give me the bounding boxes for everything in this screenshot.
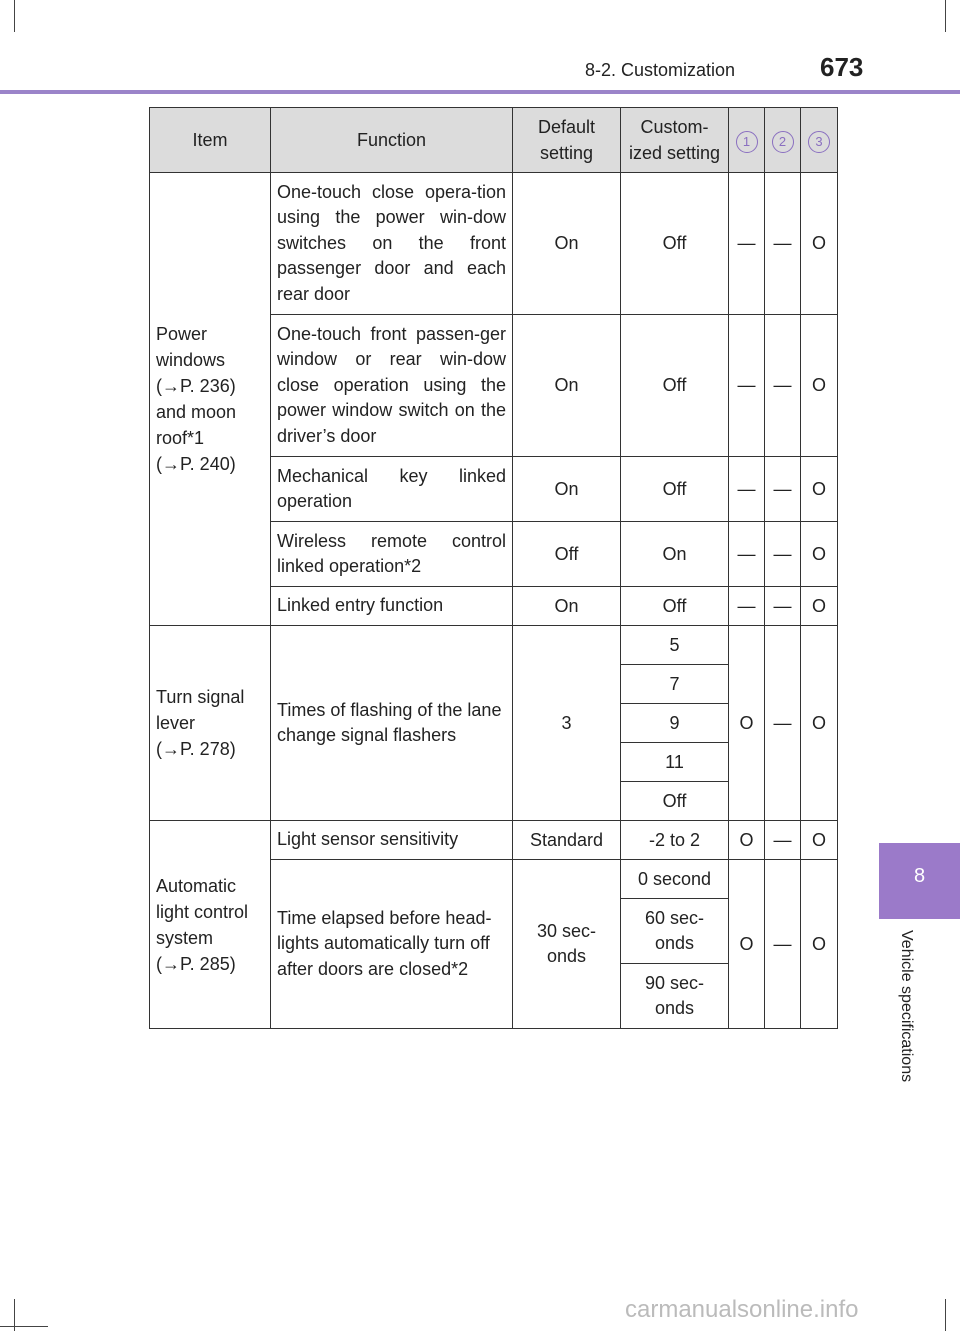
col1-cell: — bbox=[729, 315, 765, 457]
item-line: lever bbox=[156, 713, 196, 733]
header-customized: Custom-ized setting bbox=[621, 108, 729, 173]
option-cell: 60 sec-onds bbox=[621, 899, 729, 964]
header-default: Default setting bbox=[513, 108, 621, 173]
header-col2 bbox=[765, 108, 801, 173]
custom-cell: Off bbox=[621, 315, 729, 457]
option-cell: Off bbox=[621, 782, 729, 821]
custom-cell: Off bbox=[621, 587, 729, 626]
default-cell: On bbox=[513, 315, 621, 457]
col1-cell: — bbox=[729, 457, 765, 522]
page-reference: (→P. 278) bbox=[156, 739, 236, 759]
function-cell: Times of flashing of the lane change signal flashers bbox=[271, 626, 513, 821]
col2-cell: — bbox=[765, 587, 801, 626]
function-cell: One-touch front passen-ger window or rear win-dow close operation using the power window switch on the driver’s door bbox=[271, 315, 513, 457]
default-cell: On bbox=[513, 587, 621, 626]
default-cell: 30 sec-onds bbox=[513, 860, 621, 1029]
default-cell: Off bbox=[513, 522, 621, 587]
col2-cell: — bbox=[765, 821, 801, 860]
function-cell: Light sensor sensitivity bbox=[271, 821, 513, 860]
section-title: 8-2. Customization bbox=[585, 60, 736, 80]
col2-cell: — bbox=[765, 457, 801, 522]
item-line: windows bbox=[156, 350, 226, 370]
default-cell: 3 bbox=[513, 626, 621, 821]
customization-table bbox=[149, 107, 838, 1029]
page-reference: (→P. 240) bbox=[156, 454, 236, 474]
col2-cell: — bbox=[765, 173, 801, 315]
page-reference: (→P. 236) bbox=[156, 376, 236, 396]
table-row bbox=[150, 821, 838, 860]
function-cell: One-touch close opera-tion using the power win-dow switches on the front passenger door and each rear door bbox=[271, 173, 513, 315]
circle-2-icon: 2 bbox=[772, 131, 794, 153]
header-col1 bbox=[729, 108, 765, 173]
col3-cell: O bbox=[801, 522, 838, 587]
watermark: carmanualsonline.info bbox=[625, 1296, 859, 1323]
item-line: roof*1 bbox=[156, 428, 205, 448]
col1-cell: O bbox=[729, 821, 765, 860]
col3-cell: O bbox=[801, 860, 838, 1029]
custom-cell: Off bbox=[621, 173, 729, 315]
crop-mark bbox=[945, 1299, 946, 1331]
item-line: system bbox=[156, 927, 214, 948]
col2-cell: — bbox=[765, 522, 801, 587]
col3-cell: O bbox=[801, 173, 838, 315]
item-power-windows bbox=[150, 173, 271, 626]
table-header-row bbox=[150, 108, 838, 173]
col1-cell: — bbox=[729, 522, 765, 587]
col2-cell: — bbox=[765, 626, 801, 821]
header-item: Item bbox=[150, 108, 271, 173]
item-line: Power bbox=[156, 324, 208, 344]
option-cell: 0 second bbox=[621, 860, 729, 899]
custom-cell: On bbox=[621, 522, 729, 587]
function-cell: Wireless remote control linked operation*2 bbox=[271, 522, 513, 587]
item-line: Turn signal bbox=[156, 687, 245, 707]
item-turn-signal bbox=[150, 626, 271, 821]
circle-3-icon: 3 bbox=[808, 131, 830, 153]
table-row bbox=[150, 626, 838, 665]
function-cell: Mechanical key linked operation bbox=[271, 457, 513, 522]
item-line: light control bbox=[156, 901, 249, 922]
col1-cell: — bbox=[729, 173, 765, 315]
custom-cell: Off bbox=[621, 457, 729, 522]
crop-mark bbox=[0, 1326, 48, 1327]
option-cell: 5 bbox=[621, 626, 729, 665]
col3-cell: O bbox=[801, 457, 838, 522]
col3-cell: O bbox=[801, 626, 838, 821]
col3-cell: O bbox=[801, 315, 838, 457]
chapter-tab[interactable]: 8 bbox=[879, 843, 960, 919]
custom-cell: -2 to 2 bbox=[621, 821, 729, 860]
col2-cell: — bbox=[765, 315, 801, 457]
default-cell: On bbox=[513, 173, 621, 315]
default-cell: Standard bbox=[513, 821, 621, 860]
col1-cell: O bbox=[729, 860, 765, 1029]
crop-mark bbox=[14, 0, 15, 32]
page-reference: (→P. 285) bbox=[156, 953, 236, 974]
page-number: 673 bbox=[820, 52, 864, 82]
item-auto-light bbox=[150, 821, 271, 1029]
col1-cell: O bbox=[729, 626, 765, 821]
col3-cell: O bbox=[801, 587, 838, 626]
crop-mark bbox=[945, 0, 946, 32]
default-cell: On bbox=[513, 457, 621, 522]
header-function: Function bbox=[271, 108, 513, 173]
header-divider bbox=[0, 90, 960, 94]
option-cell: 90 sec-onds bbox=[621, 964, 729, 1029]
col3-cell: O bbox=[801, 821, 838, 860]
item-line: and moon bbox=[156, 402, 237, 422]
option-cell: 11 bbox=[621, 743, 729, 782]
option-cell: 9 bbox=[621, 704, 729, 743]
chapter-label: Vehicle specifications bbox=[898, 930, 915, 1083]
col1-cell: — bbox=[729, 587, 765, 626]
item-line: Automatic bbox=[156, 875, 237, 896]
function-cell: Time elapsed before head-lights automatically turn off after doors are closed*2 bbox=[271, 860, 513, 1029]
option-cell: 7 bbox=[621, 665, 729, 704]
function-cell: Linked entry function bbox=[271, 587, 513, 626]
header-col3 bbox=[801, 108, 838, 173]
circle-1-icon: 1 bbox=[736, 131, 758, 153]
col2-cell: — bbox=[765, 860, 801, 1029]
table-row bbox=[150, 173, 838, 315]
